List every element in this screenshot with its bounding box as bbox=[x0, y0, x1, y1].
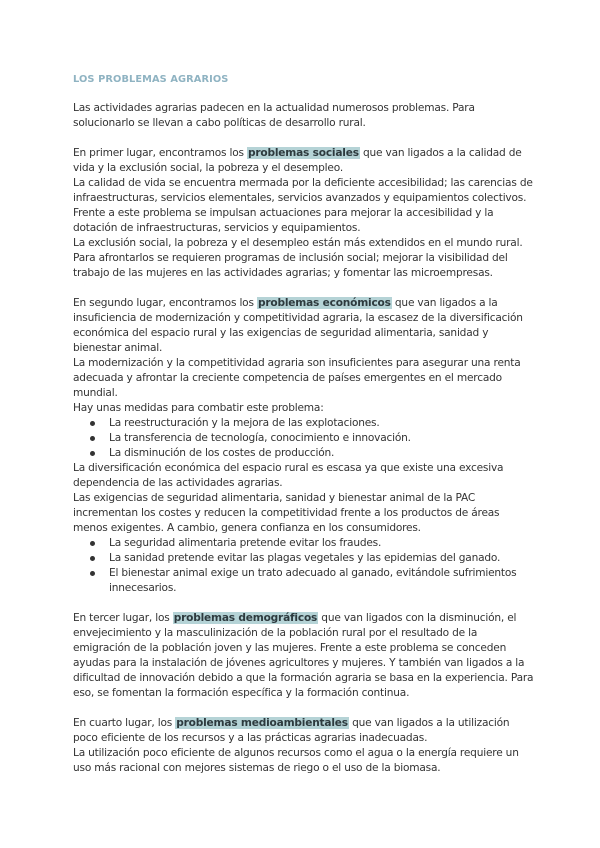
social-paragraph-1: La calidad de vida se encuentra mermada por la deficiente accesibilidad; las carencias de infraestructuras, servicios elementales, servicios avanzados y equipamientos colectivos. bbox=[73, 177, 533, 204]
environmental-lead bbox=[73, 716, 535, 746]
section-social bbox=[73, 146, 535, 281]
social-lead-pre: En primer lugar, encontramos los bbox=[73, 147, 247, 159]
spacer bbox=[73, 281, 535, 296]
demographic-lead-post: que van ligados con la disminución, el envejecimiento y la masculinización de la población rural por el resultado de la emigración de la población joven y las mujeres. Frente a este problema se conceden ayudas para la instalación de jóvenes agricultores y mujeres. Y también van ligados a la dificultad de innovación debido a que la formación agraria se basa en la experiencia. Para eso, se fomentan la formación específica y la formación continua. bbox=[73, 612, 534, 699]
highlight-problemas-medioambientales: problemas medioambientales bbox=[176, 717, 348, 729]
economic-requirements-list bbox=[73, 536, 535, 596]
list-item: La reestructuración y la mejora de las explotaciones. bbox=[73, 416, 535, 431]
economic-lead-post: que van ligados a la insuficiencia de modernización y competitividad agraria, la escasez de la diversificación económica del espacio rural y las exigencias de seguridad alimentaria, sanidad y bienestar animal. bbox=[73, 297, 523, 354]
social-paragraph-2: Frente a este problema se impulsan actuaciones para mejorar la accesibilidad y la dotación de infraestructuras, servicios y equipamientos. bbox=[73, 207, 494, 234]
demographic-paragraph bbox=[73, 611, 535, 701]
highlight-problemas-sociales: problemas sociales bbox=[247, 147, 359, 159]
bullet-icon bbox=[90, 571, 95, 576]
section-economic bbox=[73, 296, 535, 596]
bullet-icon bbox=[90, 451, 95, 456]
bullet-icon bbox=[90, 421, 95, 426]
document-body bbox=[73, 72, 535, 776]
highlight-problemas-demograficos: problemas demográficos bbox=[173, 612, 318, 624]
spacer bbox=[73, 131, 535, 146]
economic-lead-pre: En segundo lugar, encontramos los bbox=[73, 297, 257, 309]
social-lead bbox=[73, 146, 535, 176]
environmental-lead-pre: En cuarto lugar, los bbox=[73, 717, 176, 729]
highlight-problemas-economicos: problemas económicos bbox=[257, 297, 391, 309]
section-demographic bbox=[73, 611, 535, 701]
economic-measures-list bbox=[73, 416, 535, 461]
economic-paragraph-4: Las exigencias de seguridad alimentaria, sanidad y bienestar animal de la PAC incrementan los costes y reducen la competitividad frente a los productos de áreas menos exigentes. A cambio, genera confianza en los consumidores. bbox=[73, 492, 500, 534]
economic-lead bbox=[73, 296, 535, 356]
social-paragraph-3: La exclusión social, la pobreza y el desempleo están más extendidos en el mundo rural. bbox=[73, 237, 523, 249]
social-lead-post: que van ligados a la calidad de vida y la exclusión social, la pobreza y el desempleo. bbox=[73, 147, 522, 174]
economic-paragraph-1: La modernización y la competitividad agraria son insuficientes para asegurar una renta adecuada y afrontar la creciente competencia de países emergentes en el mercado mundial. bbox=[73, 357, 521, 399]
bullet-icon bbox=[90, 556, 95, 561]
section-environmental bbox=[73, 716, 535, 776]
environmental-paragraph-1: La utilización poco eficiente de algunos recursos como el agua o la energía requiere un uso más racional con mejores sistemas de riego o el uso de la biomasa. bbox=[73, 747, 519, 774]
spacer bbox=[73, 596, 535, 611]
demographic-lead-pre: En tercer lugar, los bbox=[73, 612, 173, 624]
bullet-icon bbox=[90, 541, 95, 546]
list-item: La disminución de los costes de producción. bbox=[73, 446, 535, 461]
list-item: La sanidad pretende evitar las plagas vegetales y las epidemias del ganado. bbox=[73, 551, 535, 566]
economic-paragraph-2: Hay unas medidas para combatir este problema: bbox=[73, 402, 324, 414]
bullet-icon bbox=[90, 436, 95, 441]
list-item: La transferencia de tecnología, conocimiento e innovación. bbox=[73, 431, 535, 446]
list-item: El bienestar animal exige un trato adecuado al ganado, evitándole sufrimientos innecesarios. bbox=[73, 566, 535, 596]
economic-paragraph-3: La diversificación económica del espacio rural es escasa ya que existe una excesiva dependencia de las actividades agrarias. bbox=[73, 462, 504, 489]
social-paragraph-4: Para afrontarlos se requieren programas de inclusión social; mejorar la visibilidad del trabajo de las mujeres en las actividades agrarias; y fomentar las microempresas. bbox=[73, 252, 508, 279]
intro-paragraph: Las actividades agrarias padecen en la actualidad numerosos problemas. Para solucionarlo se llevan a cabo políticas de desarrollo rural. bbox=[73, 102, 475, 129]
environmental-lead-post: que van ligados a la utilización poco eficiente de los recursos y a las prácticas agrarias inadecuadas. bbox=[73, 717, 510, 744]
document-title: LOS PROBLEMAS AGRARIOS bbox=[73, 74, 229, 85]
list-item: La seguridad alimentaria pretende evitar los fraudes. bbox=[73, 536, 535, 551]
spacer bbox=[73, 701, 535, 716]
